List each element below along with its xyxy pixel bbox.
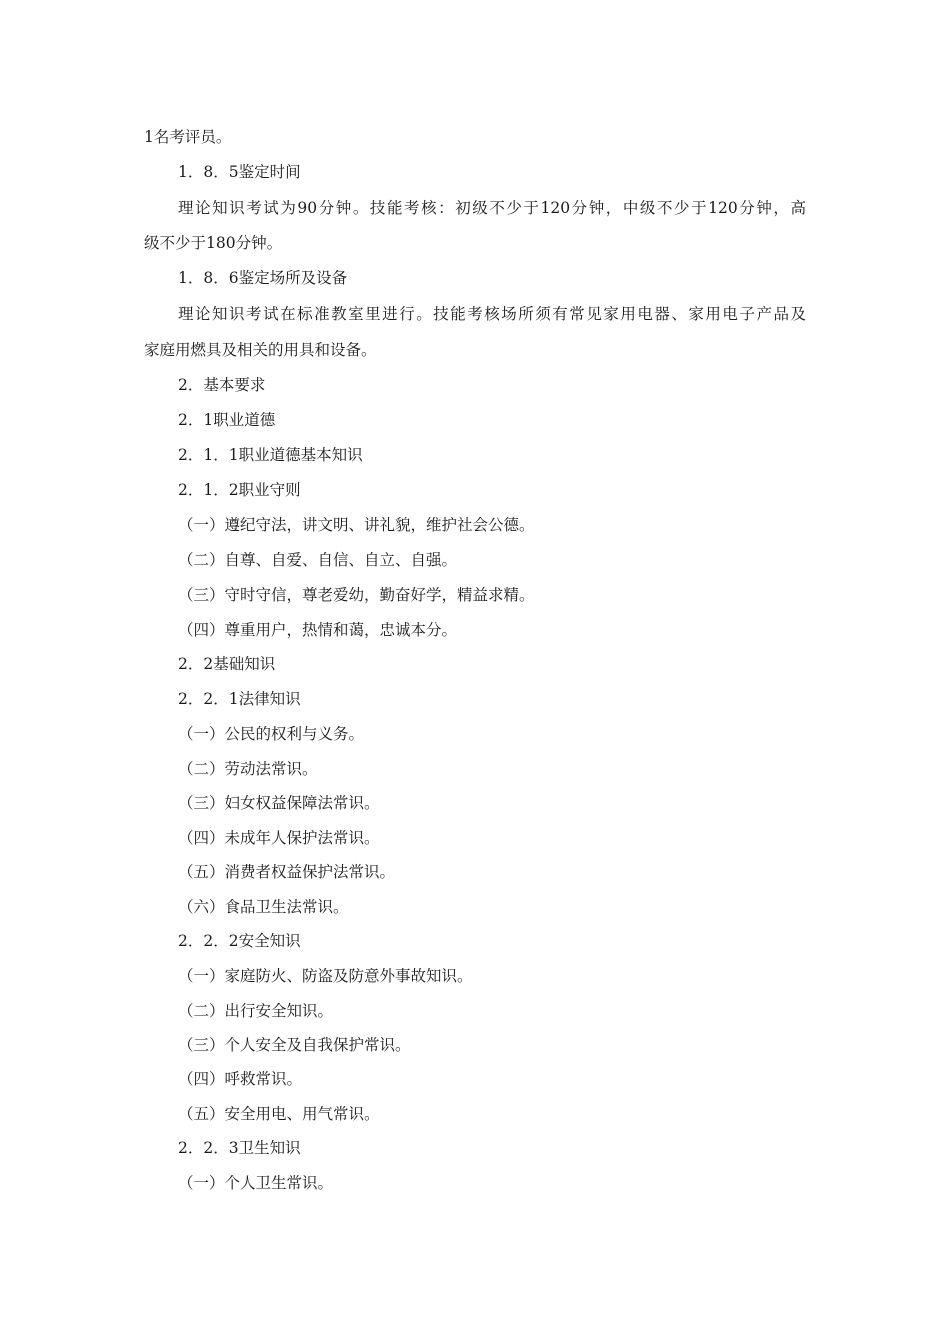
list-item: （一）公民的权利与义务。 <box>178 725 365 743</box>
section-heading: 2．2．1法律知识 <box>178 690 301 708</box>
list-item: （四）呼救常识。 <box>178 1070 303 1088</box>
paragraph-line: 级不少于180分钟。 <box>144 234 283 252</box>
list-item: （一）个人卫生常识。 <box>178 1174 334 1192</box>
paragraph-line: 理论知识考试在标准教室里进行。技能考核场所须有常见家用电器、家用电子产品及 <box>178 305 806 323</box>
list-item: （五）安全用电、用气常识。 <box>178 1105 380 1123</box>
text-line: 1名考评员。 <box>144 128 232 146</box>
section-heading: 2．1职业道德 <box>178 411 276 429</box>
list-item: （三）个人安全及自我保护常识。 <box>178 1036 411 1054</box>
list-item: （四）尊重用户，热情和蔼，忠诚本分。 <box>178 621 458 639</box>
list-item: （六）食品卫生法常识。 <box>178 898 349 916</box>
section-heading: 2．2．2安全知识 <box>178 932 301 950</box>
list-item: （三）妇女权益保障法常识。 <box>178 794 380 812</box>
section-heading: 1．8．5鉴定时间 <box>178 163 301 181</box>
list-item: （二）自尊、自爱、自信、自立、自强。 <box>178 551 458 569</box>
section-heading: 2．1．2职业守则 <box>178 481 301 499</box>
section-heading: 2．2．3卫生知识 <box>178 1139 301 1157</box>
section-heading: 2．基本要求 <box>178 376 266 394</box>
list-item: （五）消费者权益保护法常识。 <box>178 863 396 881</box>
list-item: （二）出行安全知识。 <box>178 1002 334 1020</box>
list-item: （二）劳动法常识。 <box>178 760 318 778</box>
section-heading: 2．2基础知识 <box>178 655 276 673</box>
section-heading: 1．8．6鉴定场所及设备 <box>178 269 348 287</box>
paragraph-line: 家庭用燃具及相关的用具和设备。 <box>144 341 377 359</box>
list-item: （四）未成年人保护法常识。 <box>178 829 380 847</box>
section-heading: 2．1．1职业道德基本知识 <box>178 446 363 464</box>
list-item: （一）家庭防火、防盗及防意外事故知识。 <box>178 967 473 985</box>
list-item: （一）遵纪守法，讲文明、讲礼貌，维护社会公德。 <box>178 516 535 534</box>
list-item: （三）守时守信，尊老爱幼，勤奋好学，精益求精。 <box>178 586 535 604</box>
paragraph-line: 理论知识考试为90分钟。技能考核：初级不少于120分钟，中级不少于120分钟，高 <box>178 199 806 217</box>
